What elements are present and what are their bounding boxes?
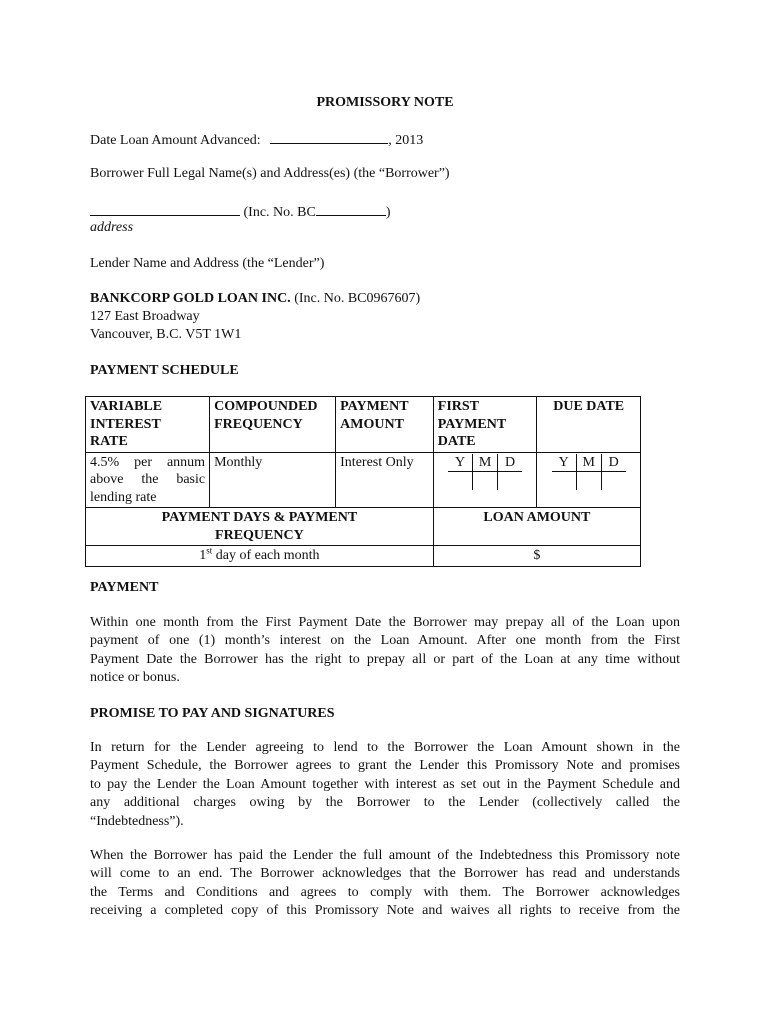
header-first-payment-date (433, 397, 537, 453)
promise-p1-line-4: any additional charges owing by the Borrower to the Lender (collectively called the (90, 795, 680, 811)
schedule-days-header-row (86, 508, 641, 546)
borrower-address-label: address (90, 220, 134, 235)
value-loan-amount[interactable]: $ (433, 546, 640, 567)
first-month-field[interactable] (473, 471, 498, 490)
lender-name: BANKCORP GOLD LOAN INC. (90, 291, 291, 306)
header-amount-line2: AMOUNT (340, 416, 404, 432)
rate-line1: 4.5% per annum (90, 454, 206, 470)
first-payment-ymd-fields[interactable] (438, 471, 533, 499)
header-freq-line1: COMPOUNDED (214, 399, 318, 414)
borrower-name-blank[interactable] (90, 202, 240, 216)
date-advanced-year: , 2013 (388, 133, 424, 148)
header-payment-days (86, 508, 434, 546)
payment-line-1: Within one month from the First Payment Date the Borrower may prepay all of the Loan upon (90, 615, 680, 630)
header-days-line1: PAYMENT DAYS & PAYMENT (161, 510, 358, 525)
date-advanced-blank[interactable] (270, 130, 388, 144)
value-interest-rate (86, 452, 210, 508)
first-ymd-m: M (473, 454, 498, 472)
payment-paragraph (90, 614, 680, 688)
days-value-num: 1 (199, 548, 207, 563)
rate-line3: lending rate (90, 489, 157, 505)
lender-street: 127 East Broadway (90, 309, 200, 324)
header-amount-line1: PAYMENT (340, 399, 409, 414)
due-ymd-labels (541, 454, 636, 472)
value-frequency: Monthly (210, 452, 336, 508)
lender-name-line (90, 290, 420, 308)
payment-heading: PAYMENT (90, 580, 159, 595)
due-day-field[interactable] (602, 471, 626, 490)
promise-paragraph-2 (90, 847, 680, 921)
header-rate-line2: INTEREST (90, 416, 161, 432)
schedule-days-value-row (86, 546, 641, 567)
borrower-inc-suffix: ) (385, 205, 391, 220)
first-payment-date-cell[interactable] (433, 452, 537, 508)
header-due-date: DUE DATE (537, 397, 641, 453)
rate-line2: above the basic (90, 472, 206, 487)
date-advanced-label: Date Loan Amount Advanced: (90, 133, 261, 148)
lender-inc: (Inc. No. BC0967607) (294, 291, 421, 306)
header-payment-amount (336, 397, 434, 453)
days-value-rest: day of each month (212, 548, 320, 563)
promise-p1-line-5: “Indebtedness”). (90, 813, 184, 829)
promise-p1-line-2: Payment Schedule, the Borrower agrees to grant the Lender this Promissory Note and promises (90, 758, 680, 774)
promise-p2-line-2: will come to an end. The Borrower acknowledges that the Borrower has read and understands (90, 866, 680, 882)
header-compounded-frequency (210, 397, 336, 453)
promise-p2-line-3: the Terms and Conditions and agrees to comply with them. The Borrower acknowledges (90, 884, 680, 900)
payment-line-4: notice or bonus. (90, 670, 180, 686)
first-year-field[interactable] (448, 471, 473, 490)
payment-schedule-heading: PAYMENT SCHEDULE (90, 363, 239, 378)
schedule-value-row (86, 452, 641, 508)
first-ymd-d: D (505, 454, 516, 470)
due-ymd-d: D (608, 454, 619, 470)
borrower-name-line (90, 202, 391, 222)
header-loan-amount: LOAN AMOUNT (433, 508, 640, 546)
payment-line-3: Payment Date the Borrower has the right to prepay all or part of the Loan at any time without (90, 651, 680, 667)
promise-heading: PROMISE TO PAY AND SIGNATURES (90, 706, 335, 721)
lender-heading: Lender Name and Address (the “Lender”) (90, 256, 325, 271)
due-month-field[interactable] (577, 471, 602, 490)
due-ymd-y: Y (552, 454, 577, 472)
header-first-line3: DATE (437, 434, 476, 449)
borrower-heading: Borrower Full Legal Name(s) and Address(es) (the “Borrower”) (90, 166, 450, 181)
header-variable-rate (86, 397, 210, 453)
due-ymd-fields[interactable] (541, 471, 636, 499)
header-freq-line2: FREQUENCY (214, 416, 303, 432)
header-days-line2: FREQUENCY (215, 527, 304, 543)
document-title: PROMISSORY NOTE (316, 95, 454, 110)
header-rate-line1: VARIABLE (90, 399, 163, 414)
lender-city: Vancouver, B.C. V5T 1W1 (90, 327, 242, 342)
payment-line-2: payment of one (1) month’s interest on the Loan Amount. After one month from the First (90, 633, 680, 649)
schedule-header-row (86, 397, 641, 453)
days-value-sup: st (206, 545, 213, 556)
promise-p1-line-3: to pay the Lender the Loan Amount together with interest as set out in the Payment Schedule and (90, 776, 680, 792)
value-payment-days (86, 546, 434, 567)
promise-paragraph-1 (90, 739, 680, 831)
payment-schedule-table (85, 396, 641, 567)
header-rate-line3: RATE (90, 434, 128, 449)
first-ymd-y: Y (448, 454, 473, 472)
due-year-field[interactable] (552, 471, 577, 490)
promise-p2-line-4: receiving a completed copy of this Promissory Note and waives all rights to receive from the (90, 903, 680, 919)
header-first-line1: FIRST (437, 399, 479, 414)
promise-p2-line-1: When the Borrower has paid the Lender the full amount of the Indebtedness this Promissory note (90, 848, 680, 863)
value-payment-amount: Interest Only (336, 452, 434, 508)
due-date-cell[interactable] (537, 452, 641, 508)
borrower-inc-blank[interactable] (316, 202, 386, 216)
date-advanced-line (90, 130, 423, 150)
due-ymd-m: M (577, 454, 602, 472)
first-day-field[interactable] (498, 471, 522, 490)
borrower-inc-prefix: (Inc. No. BC (243, 205, 316, 220)
first-payment-ymd-labels (438, 454, 533, 472)
header-first-line2: PAYMENT (437, 416, 507, 432)
promise-p1-line-1: In return for the Lender agreeing to lend to the Borrower the Loan Amount shown in the (90, 740, 680, 755)
